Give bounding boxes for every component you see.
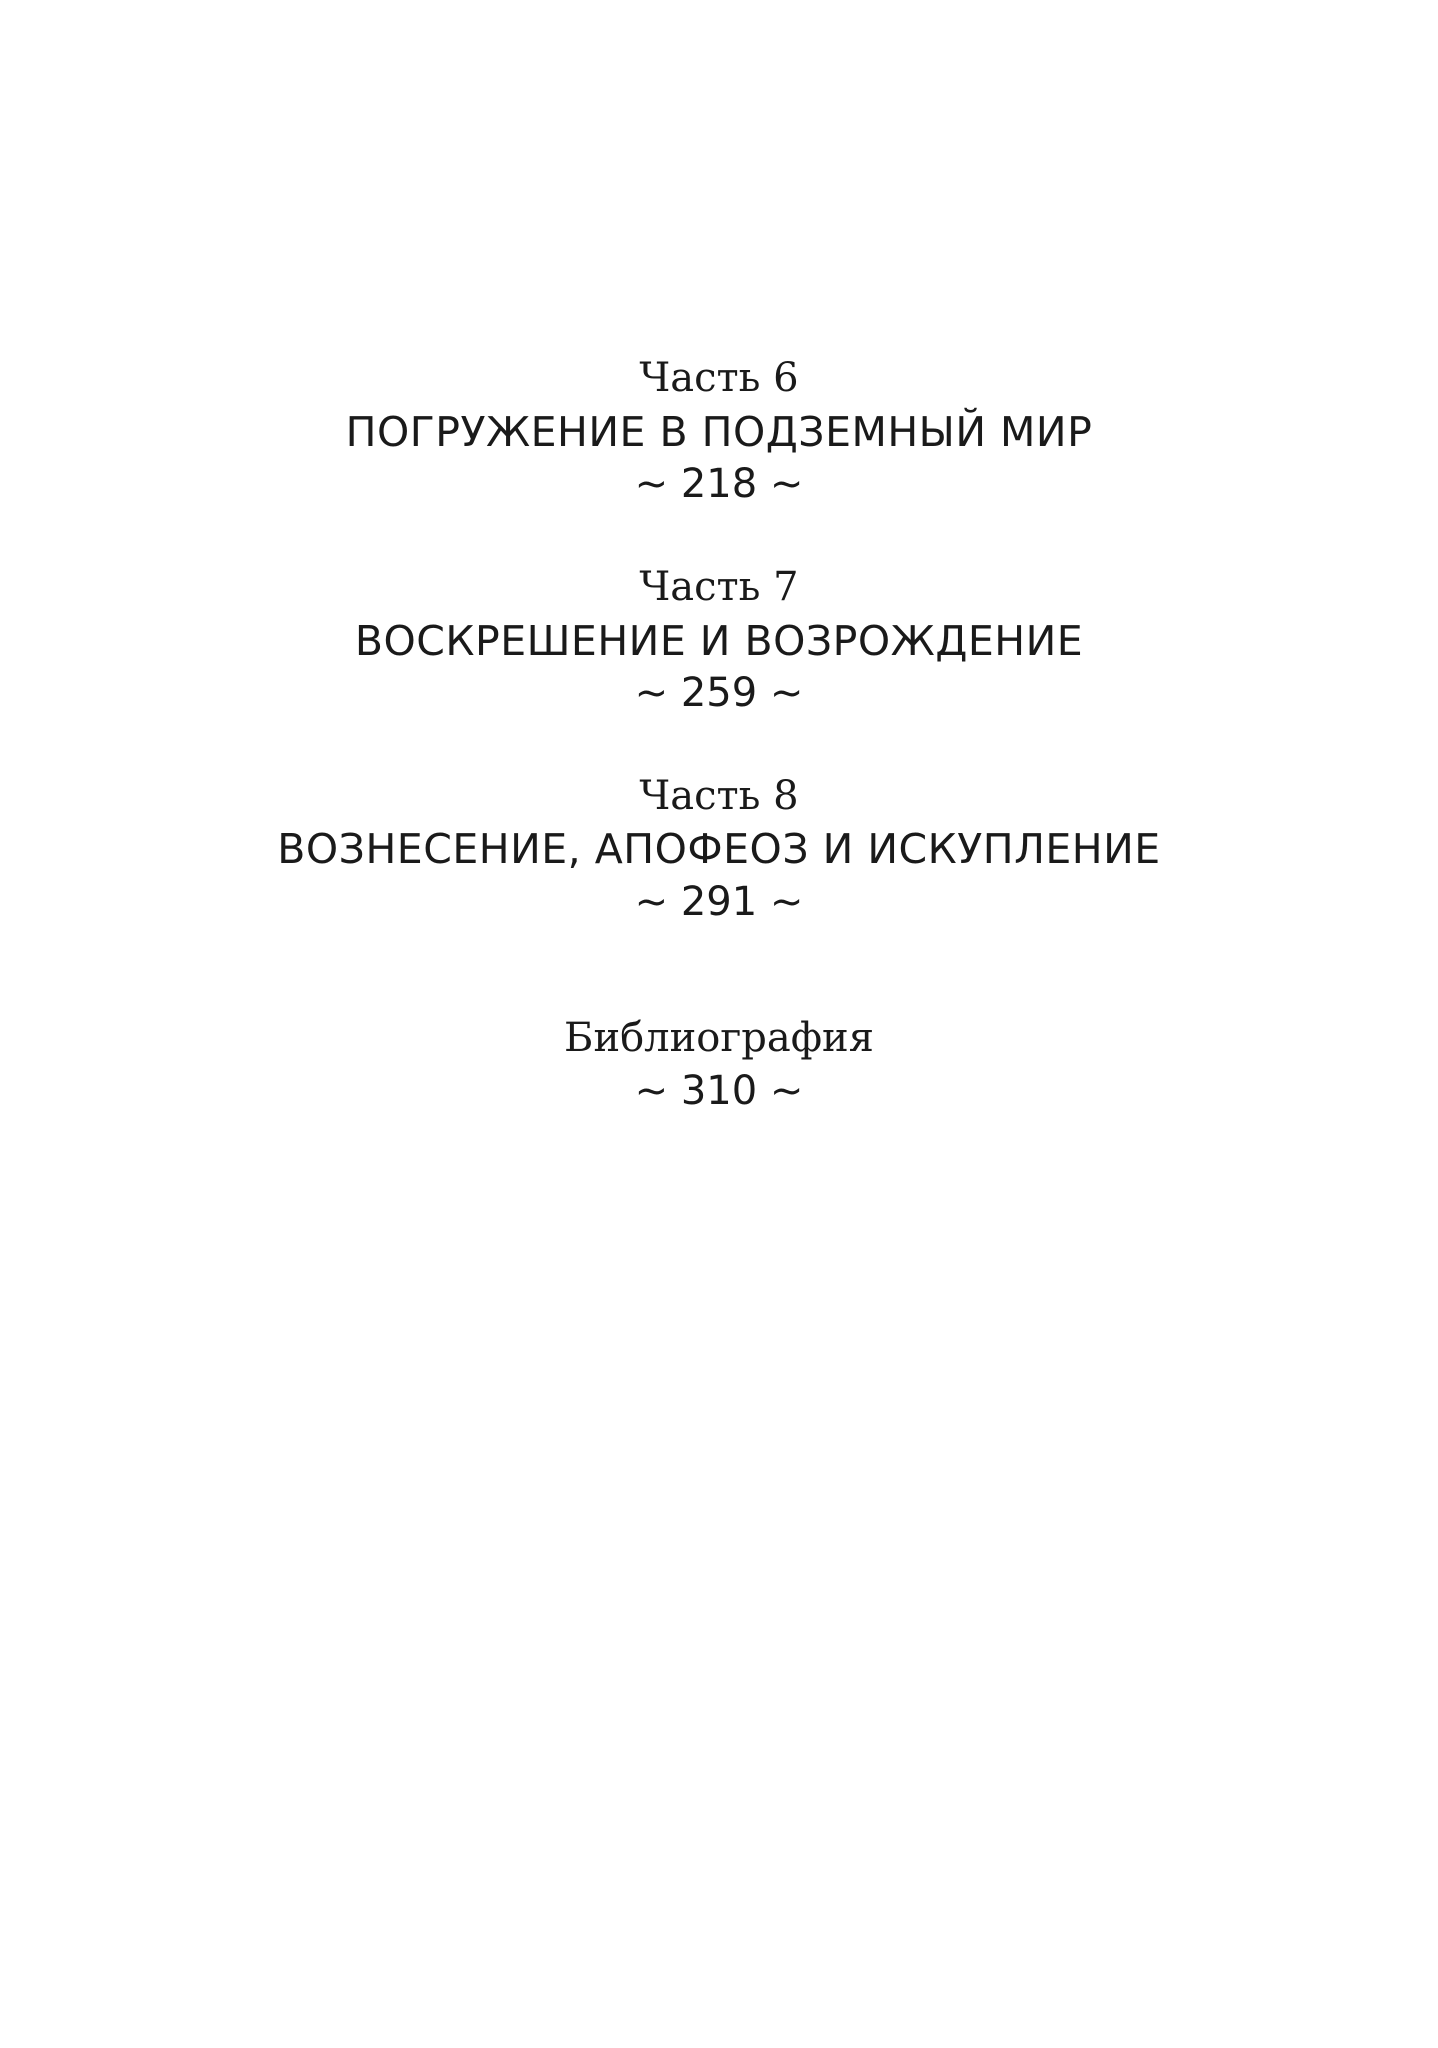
part-label: Часть 7 bbox=[639, 564, 799, 610]
part-title: ВОСКРЕШЕНИЕ И ВОЗРОЖДЕНИЕ bbox=[354, 617, 1084, 665]
page-number: ~ 218 ~ bbox=[634, 461, 804, 507]
page-number: ~ 291 ~ bbox=[634, 879, 804, 925]
page-number: ~ 310 ~ bbox=[634, 1068, 804, 1114]
part-title: ВОЗНЕСЕНИЕ, АПОФЕОЗ И ИСКУПЛЕНИЕ bbox=[277, 825, 1161, 873]
part-title: ПОГРУЖЕНИЕ В ПОДЗЕМНЫЙ МИР bbox=[345, 408, 1093, 456]
page-number: ~ 259 ~ bbox=[634, 670, 804, 716]
part-label: Часть 8 bbox=[639, 773, 799, 819]
bibliography-label: Библиография bbox=[564, 1015, 874, 1061]
part-label: Часть 6 bbox=[639, 355, 799, 401]
